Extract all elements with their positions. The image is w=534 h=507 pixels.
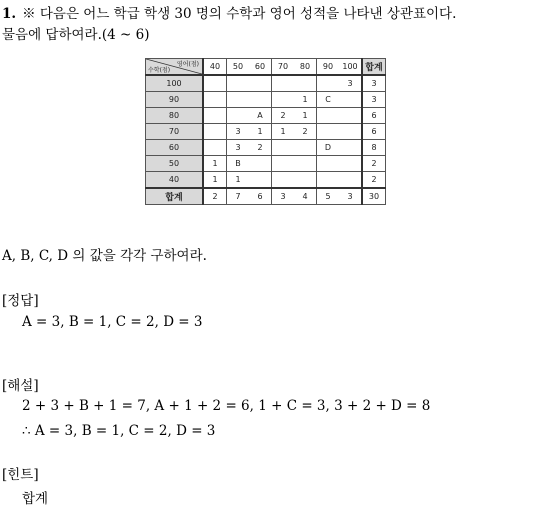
table-cell — [203, 108, 227, 124]
table-row — [146, 156, 386, 172]
cell-value — [249, 159, 271, 168]
table-cell — [227, 108, 272, 124]
row-total: 2 — [362, 156, 386, 172]
cell-value — [339, 95, 361, 104]
table-cell — [203, 92, 227, 108]
cell-value: 7 — [235, 192, 241, 201]
cell-value — [227, 111, 249, 120]
cell-value: 3 — [347, 79, 353, 88]
col-header-90-100 — [317, 59, 363, 76]
col-header-100: 100 — [342, 62, 358, 71]
table-cell: 2 — [203, 188, 227, 205]
hint-body: 합계 — [22, 491, 49, 507]
cell-value: B — [235, 159, 241, 168]
row-total: 3 — [362, 75, 386, 92]
question-line-1 — [2, 2, 456, 22]
col-header-50: 50 — [232, 62, 244, 71]
cell-value: A — [257, 111, 263, 120]
row-total: 2 — [362, 172, 386, 189]
cell-value: 3 — [235, 127, 241, 136]
table-cell — [317, 124, 363, 140]
table-cell — [203, 140, 227, 156]
answer-body: A = 3, B = 1, C = 2, D = 3 — [22, 314, 203, 330]
table-cell — [317, 172, 363, 189]
explanation-line-1: 2 + 3 + B + 1 = 7, A + 1 + 2 = 6, 1 + C = 3, 3 + 2 + D = 8 — [22, 398, 431, 414]
cell-value — [249, 175, 271, 184]
table-row — [146, 92, 386, 108]
table-cell — [272, 92, 317, 108]
table-cell: 1 — [203, 172, 227, 189]
row-header: 80 — [146, 108, 204, 124]
cell-value: 4 — [302, 192, 308, 201]
table-cell — [317, 156, 363, 172]
grand-total: 30 — [362, 188, 386, 205]
row-header: 100 — [146, 75, 204, 92]
cell-value: C — [325, 95, 331, 104]
explanation-label: [해설] — [2, 378, 39, 394]
cell-value: 2 — [302, 127, 308, 136]
cell-value: 1 — [257, 127, 263, 136]
table-cell — [227, 188, 272, 205]
row-header: 70 — [146, 124, 204, 140]
col-header-60: 60 — [254, 62, 266, 71]
cell-value: D — [324, 143, 332, 152]
corner-english-label: 영어(점) — [176, 61, 199, 68]
table-cell — [227, 92, 272, 108]
row-total: 6 — [362, 124, 386, 140]
col-header-90: 90 — [322, 62, 334, 71]
table-cell — [227, 156, 272, 172]
col-header-50-60 — [227, 59, 272, 76]
table-cell — [227, 124, 272, 140]
table-cell — [317, 75, 363, 92]
row-header: 90 — [146, 92, 204, 108]
table-cell — [272, 140, 317, 156]
table-row — [146, 172, 386, 189]
cell-value: 3 — [280, 192, 286, 201]
cell-value: 1 — [280, 127, 286, 136]
table-cell — [272, 108, 317, 124]
cell-value — [272, 95, 294, 104]
question-number: 1. — [2, 6, 17, 22]
answer-label: [정답] — [2, 293, 39, 309]
cell-value: 2 — [257, 143, 263, 152]
col-header-80: 80 — [299, 62, 311, 71]
cell-value: 3 — [347, 192, 353, 201]
table-cell — [272, 172, 317, 189]
sum-row-header: 합계 — [146, 188, 204, 205]
cell-value: 1 — [302, 111, 308, 120]
cell-value: 1 — [235, 175, 241, 184]
cell-value: 5 — [325, 192, 331, 201]
cell-value: 1 — [302, 95, 308, 104]
row-header: 50 — [146, 156, 204, 172]
cell-value: 3 — [235, 143, 241, 152]
cell-value: 6 — [257, 192, 263, 201]
table-cell — [272, 75, 317, 92]
table-cell — [227, 172, 272, 189]
question-line-2: 물음에 답하여라.(4 ~ 6) — [2, 27, 150, 43]
table-row — [146, 124, 386, 140]
table-cell — [317, 188, 363, 205]
table-sum-row — [146, 188, 386, 205]
row-header: 60 — [146, 140, 204, 156]
cell-value — [317, 79, 339, 88]
hint-label: [힌트] — [2, 467, 39, 483]
question-text-1: ※ 다음은 어느 학급 학생 30 명의 수학과 영어 성적을 나타낸 상관표이다. — [22, 6, 457, 22]
row-total: 8 — [362, 140, 386, 156]
table-cell — [317, 92, 363, 108]
table-cell — [203, 75, 227, 92]
table-cell — [227, 75, 272, 92]
table-cell — [227, 140, 272, 156]
table-cell — [272, 156, 317, 172]
explanation-line-2: ∴ A = 3, B = 1, C = 2, D = 3 — [22, 423, 216, 439]
table-cell: 1 — [203, 156, 227, 172]
table-row — [146, 75, 386, 92]
col-header-70: 70 — [277, 62, 289, 71]
table-row — [146, 108, 386, 124]
cell-value: 2 — [280, 111, 286, 120]
table-header-row — [146, 59, 386, 76]
table-cell — [272, 124, 317, 140]
col-header-40: 40 — [203, 59, 227, 76]
table-cell — [272, 188, 317, 205]
row-total: 6 — [362, 108, 386, 124]
col-header-total: 합계 — [362, 59, 386, 76]
table-corner-cell — [146, 59, 204, 76]
row-header: 40 — [146, 172, 204, 189]
corner-math-label: 수학(점) — [148, 67, 171, 74]
table-cell — [317, 140, 363, 156]
table-cell — [317, 108, 363, 124]
table-row — [146, 140, 386, 156]
table-cell — [203, 124, 227, 140]
cell-value — [339, 143, 361, 152]
col-header-70-80 — [272, 59, 317, 76]
correlation-table — [145, 58, 386, 205]
sub-question: A, B, C, D 의 값을 각각 구하여라. — [2, 248, 207, 264]
row-total: 3 — [362, 92, 386, 108]
